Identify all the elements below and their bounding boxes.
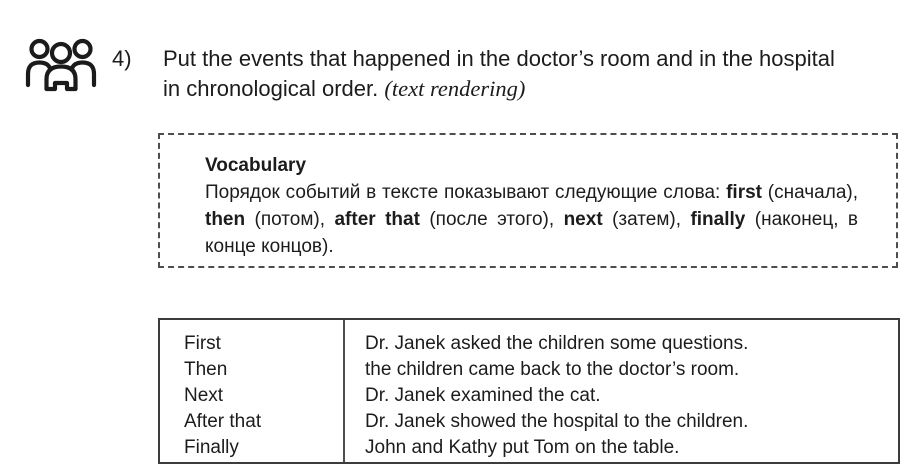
vocabulary-box [158,133,898,268]
table-row-event: Dr. Janek showed the hospital to the children. [365,411,749,432]
table-column-order [160,320,345,462]
table-row-order: After that [184,411,262,432]
table-row-event: Dr. Janek examined the cat. [365,385,601,406]
task-heading [163,44,911,104]
table-row-order: First [184,333,221,354]
vocabulary-text: Порядок событий в тексте показывают следующие слова: first (сначала), then (потом), after that (после этого), next (затем), finally (наконец, в конце концов). [205,182,858,257]
table-row-event: Dr. Janek asked the children some questions. [365,333,749,354]
table-row-order: Then [184,359,228,380]
task-note-italic: (text rendering) [384,76,526,101]
table-row-order: Finally [184,437,239,458]
table-row-event: the children came back to the doctor’s room. [365,359,740,380]
task-heading-line1: Put the events that happened in the doctor’s room and in the hospital [163,46,835,71]
task-heading-line2: in chronological order. (text rendering) [163,76,526,101]
vocabulary-title: Vocabulary [205,155,307,176]
group-people-icon [24,38,98,92]
table-row-event: John and Kathy put Tom on the table. [365,437,680,458]
table-column-event [345,320,898,462]
events-table [158,318,900,464]
table-row-order: Next [184,385,224,406]
task-number: 4) [112,46,132,71]
